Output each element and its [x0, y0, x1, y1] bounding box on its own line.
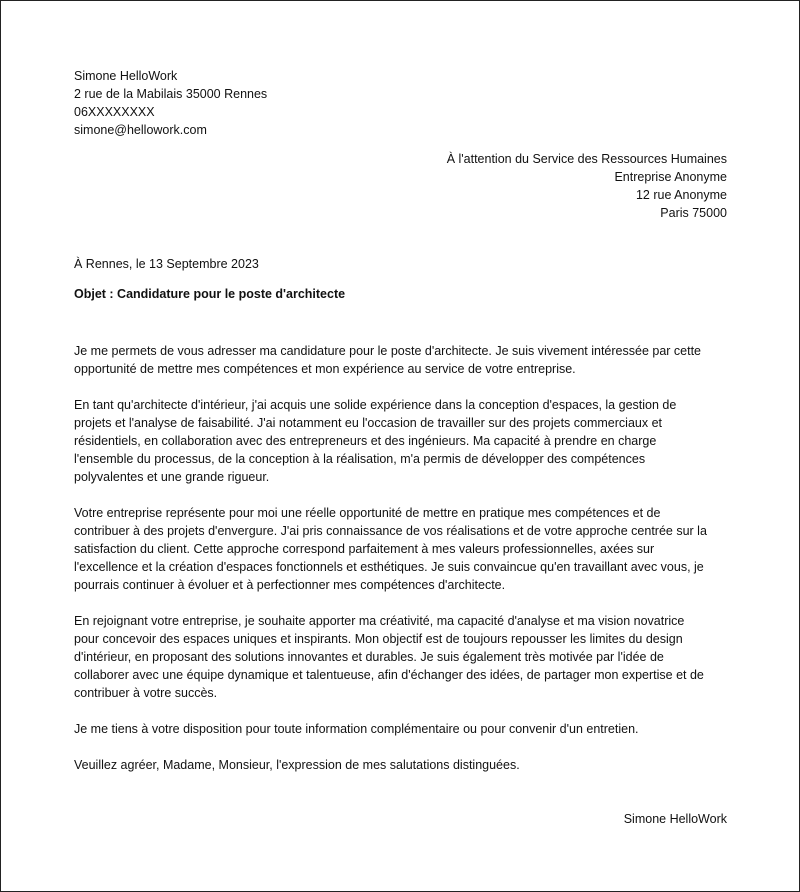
recipient-block — [447, 150, 727, 222]
paragraph-line: Veuillez agréer, Madame, Monsieur, l'expression de mes salutations distinguées. — [74, 758, 520, 772]
letter-subject: Objet : Candidature pour le poste d'architecte — [74, 287, 346, 301]
paragraph-line: opportunité de mettre mes compétences et mon expérience au service de votre entreprise. — [74, 362, 576, 376]
body-paragraph — [74, 720, 734, 738]
body-paragraph — [74, 396, 734, 486]
recipient-attention: À l'attention du Service des Ressources Humaines — [446, 152, 727, 166]
paragraph-line: satisfaction du client. Cette approche correspond parfaitement à mes valeurs professionnelles, axées sur — [74, 542, 655, 556]
paragraph-line: Votre entreprise représente pour moi une réelle opportunité de mettre en pratique mes compétences et de — [74, 506, 661, 520]
paragraph-line: contribuer à votre succès. — [74, 686, 218, 700]
recipient-street: 12 rue Anonyme — [635, 188, 727, 202]
closing-paragraph — [74, 756, 734, 774]
place-date: À Rennes, le 13 Septembre 2023 — [74, 257, 259, 271]
recipient-company: Entreprise Anonyme — [614, 170, 727, 184]
body-paragraph — [74, 612, 734, 702]
sender-email: simone@hellowork.com — [74, 123, 207, 137]
sender-address: 2 rue de la Mabilais 35000 Rennes — [74, 87, 268, 101]
paragraph-line: Je me permets de vous adresser ma candidature pour le poste d'architecte. Je suis vivement intéressée par cette — [74, 344, 702, 358]
paragraph-line: polyvalentes et une grande rigueur. — [74, 470, 270, 484]
paragraph-line: Je me tiens à votre disposition pour toute information complémentaire ou pour convenir d'un entretien. — [74, 722, 639, 736]
signature: Simone HelloWork — [623, 812, 727, 826]
sender-block — [74, 67, 267, 139]
body-paragraph — [74, 504, 734, 594]
paragraph-line: En rejoignant votre entreprise, je souhaite apporter ma créativité, ma capacité d'analyse et ma vision novatrice — [74, 614, 685, 628]
paragraph-line: l'excellence et la création d'espaces fonctionnels et esthétiques. Je suis convaincue qu'en travaillant avec vous, je — [74, 560, 704, 574]
paragraph-line: l'ensemble du processus, de la conception à la réalisation, m'a permis de développer des compétences — [74, 452, 646, 466]
paragraph-line: d'intérieur, en proposant des solutions innovantes et durables. Je suis également très motivée par l'idée de — [74, 650, 664, 664]
paragraph-line: pour concevoir des espaces uniques et inspirants. Mon objectif est de toujours repousser les limites du design — [74, 632, 683, 646]
letter-body — [74, 342, 734, 792]
paragraph-line: contribuer à des projets d'envergure. J'ai pris connaissance de vos réalisations et de votre approche centrée sur la — [74, 524, 707, 538]
recipient-city: Paris 75000 — [660, 206, 727, 220]
paragraph-line: résidentiels, en collaboration avec des entrepreneurs et des ingénieurs. Ma capacité à prendre en charge — [74, 434, 657, 448]
paragraph-line: pourrais continuer à évoluer et à perfectionner mes compétences d'architecte. — [74, 578, 506, 592]
paragraph-line: En tant qu'architecte d'intérieur, j'ai acquis une solide expérience dans la conception d'espaces, la gestion de — [74, 398, 677, 412]
body-paragraph — [74, 342, 734, 378]
paragraph-line: collaborer avec une équipe dynamique et talentueuse, afin d'échanger des idées, de partager mon expertise et de — [74, 668, 704, 682]
sender-name: Simone HelloWork — [74, 69, 178, 83]
paragraph-line: projets et l'analyse de faisabilité. J'ai notamment eu l'occasion de travailler sur des projets commerciaux et — [74, 416, 662, 430]
sender-phone: 06XXXXXXXX — [74, 105, 155, 119]
